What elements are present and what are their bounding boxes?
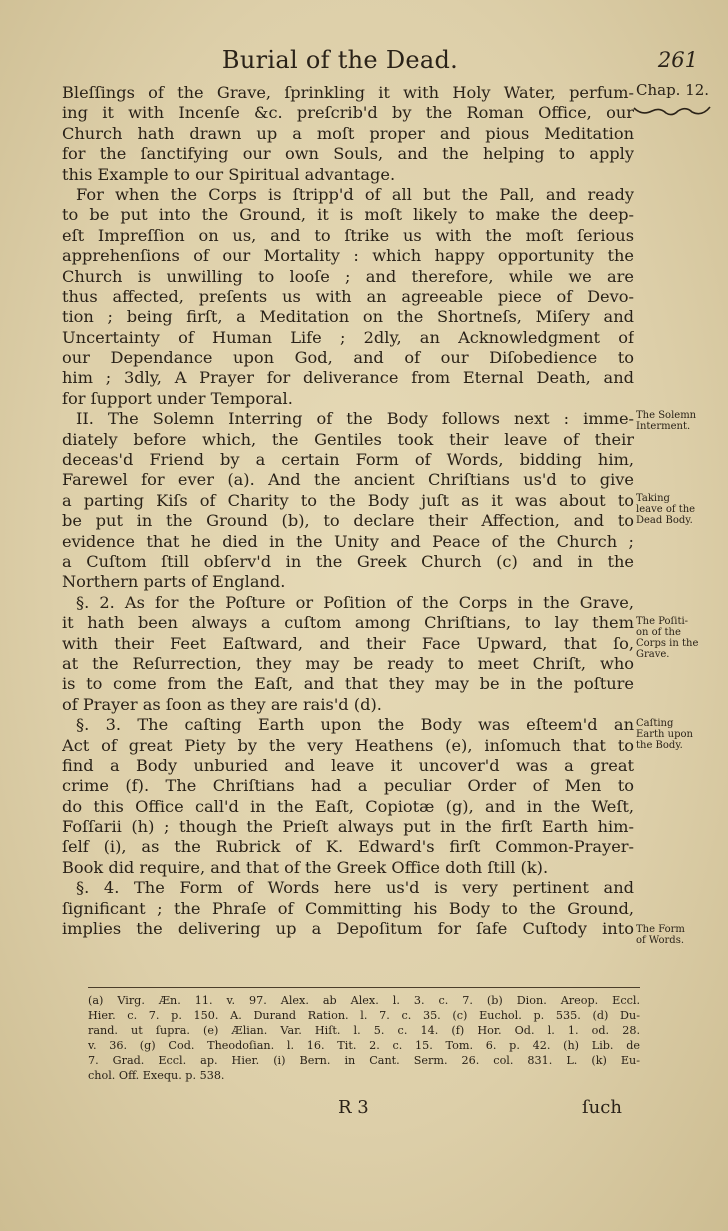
text-line: find a Body unburied and leave it uncover'd was a great <box>62 755 634 775</box>
main-text <box>62 83 634 939</box>
footnote-rule <box>88 987 640 988</box>
margin-note-line: The Solemn <box>636 410 697 421</box>
text-line: crime (f). The Chriſtians had a peculiar Order of Men to <box>62 776 634 796</box>
chapter-marker: Chap. 12. <box>636 81 710 99</box>
text-line: §. 2. As for the Poſture or Poſition of the Corps in the Grave, <box>76 592 634 612</box>
margin-note-line: leave of the <box>636 504 696 515</box>
text-line: Church hath drawn up a moſt proper and pious Meditation <box>62 123 634 143</box>
footnote-line: 7. Grad. Eccl. ap. Hier. (i) Bern. in Cant. Serm. 26. col. 831. L. (k) Eu- <box>88 1054 640 1067</box>
text-line: ing it with Incenſe &c. preſcrib'd by the Roman Office, our <box>62 103 634 123</box>
margin-note-line: Corps in the <box>636 638 699 649</box>
margin-note-line: Taking <box>636 493 670 504</box>
text-line: ſelf (i), as the Rubrick of K. Edward's firſt Common-Prayer- <box>62 837 634 857</box>
text-line: Foſſarii (h) ; though the Prieſt always put in the firſt Earth him- <box>62 817 634 837</box>
text-line: apprehenſions of our Mortality : which happy opportunity the <box>62 246 634 266</box>
text-line: him ; 3dly, A Prayer for deliverance from Eternal Death, and <box>62 368 634 388</box>
text-line: deceas'd Friend by a certain Form of Words, bidding him, <box>62 450 634 470</box>
footnote-line: rand. ut ſupra. (e) Ælian. Var. Hiſt. l. 5. c. 14. (f) Hor. Od. l. 1. od. 28. <box>88 1024 640 1037</box>
text-line: at the Reſurrection, they may be ready to meet Chriſt, who <box>62 653 634 673</box>
page-number: 261 <box>657 48 698 72</box>
signature-mark: R 3 <box>338 1097 369 1118</box>
footnote-line: (a) Virg. Æn. 11. v. 97. Alex. ab Alex. l. 3. c. 7. (b) Dion. Areop. Eccl. <box>88 994 640 1007</box>
margin-note-line: Earth upon <box>636 729 693 740</box>
footnote-line: chol. Off. Exequ. p. 538. <box>88 1069 225 1082</box>
text-line: to be put into the Ground, it is moſt likely to make the deep- <box>62 205 634 225</box>
catchword: ſuch <box>582 1097 622 1118</box>
footnote-line: Hier. c. 7. p. 150. A. Durand Ration. l. 7. c. 35. (c) Euchol. p. 535. (d) Du- <box>88 1009 640 1022</box>
text-line: of Prayer as ſoon as they are rais'd (d). <box>62 694 382 714</box>
text-line: Northern parts of England. <box>62 572 286 592</box>
text-line: our Dependance upon God, and of our Diſobedience to <box>62 348 634 368</box>
text-line: be put in the Ground (b), to declare their Affection, and to <box>62 511 634 531</box>
margin-note-line: of Words. <box>636 935 685 946</box>
running-title: Burial of the Dead. <box>221 46 459 74</box>
text-line: Uncertainty of Human Life ; 2dly, an Acknowledgment of <box>62 327 634 347</box>
text-line: is to come from the Eaſt, and that they may be in the poſture <box>62 674 634 694</box>
text-line: §. 4. The Form of Words here us'd is very pertinent and <box>76 878 634 898</box>
text-line: ſignificant ; the Phraſe of Committing his Body to the Ground, <box>62 898 634 918</box>
margin-note-casting-earth <box>636 718 728 751</box>
text-line: Bleſſings of the Grave, ſprinkling it with Holy Water, perfum- <box>62 83 634 102</box>
margin-note-line: Grave. <box>636 649 670 660</box>
margin-note-line: the Body. <box>636 740 683 751</box>
text-line: implies the delivering up a Depoſitum for ſafe Cuſtody into <box>62 919 634 939</box>
text-line: For when the Corps is ſtripp'd of all but the Pall, and ready <box>76 184 634 204</box>
text-line: tion ; being firſt, a Meditation on the Shortneſs, Miſery and <box>62 307 634 327</box>
footnotes <box>88 993 640 1083</box>
text-line: evidence that he died in the Unity and Peace of the Church ; <box>62 531 634 551</box>
text-line: for ſupport under Temporal. <box>62 388 293 408</box>
text-line: do this Office call'd in the Eaſt, Copiotæ (g), and in the Weſt, <box>62 796 634 816</box>
footnote-line: v. 36. (g) Cod. Theodoſian. l. 16. Tit. 2. c. 15. Tom. 6. p. 42. (h) Lib. de <box>88 1039 640 1052</box>
margin-note-line: Interment. <box>636 421 691 432</box>
text-line: diately before which, the Gentiles took their leave of their <box>62 429 634 449</box>
margin-note-line: on of the <box>636 627 681 638</box>
margin-note-line: The Poſiti- <box>636 616 689 627</box>
text-line: Book did require, and that of the Greek Office doth ſtill (k). <box>62 857 549 877</box>
text-line: for the ſanctifying our own Souls, and the helping to apply <box>62 144 634 164</box>
ornament-flourish <box>632 104 712 118</box>
margin-note-position <box>636 616 728 660</box>
margin-note-form-of-words <box>636 924 728 946</box>
text-line: §. 3. The caſting Earth upon the Body was eſteem'd an <box>76 715 634 735</box>
text-line: with their Feet Eaſtward, and their Face Upward, that ſo, <box>62 633 634 653</box>
text-line: a Cuſtom ſtill obſerv'd in the Greek Church (c) and in the <box>62 551 634 571</box>
page-header <box>0 46 728 82</box>
margin-note-taking-leave <box>636 493 728 526</box>
margin-note-line: Caſting <box>636 718 674 729</box>
text-line: eſt Impreſſion on us, and to ſtrike us with the moſt ſerious <box>62 225 634 245</box>
text-line: it hath been always a cuſtom among Chriſtians, to lay them <box>62 613 634 633</box>
margin-note-line: The Form <box>636 924 685 935</box>
text-line: Farewel for ever (a). And the ancient Chriſtians us'd to give <box>62 470 634 490</box>
margin-note-line: Dead Body. <box>636 515 693 526</box>
text-line: Church is unwilling to looſe ; and therefore, while we are <box>62 266 634 286</box>
text-line: thus affected, preſents us with an agreeable piece of Devo- <box>62 286 634 306</box>
text-line: Act of great Piety by the very Heathens (e), inſomuch that to <box>62 735 634 755</box>
margin-note-solemn-interment <box>636 410 728 432</box>
text-line: a parting Kiſs of Charity to the Body juſt as it was about to <box>62 490 634 510</box>
text-line: this Example to our Spiritual advantage. <box>62 164 396 184</box>
text-line: II. The Solemn Interring of the Body follows next : imme- <box>76 409 634 429</box>
